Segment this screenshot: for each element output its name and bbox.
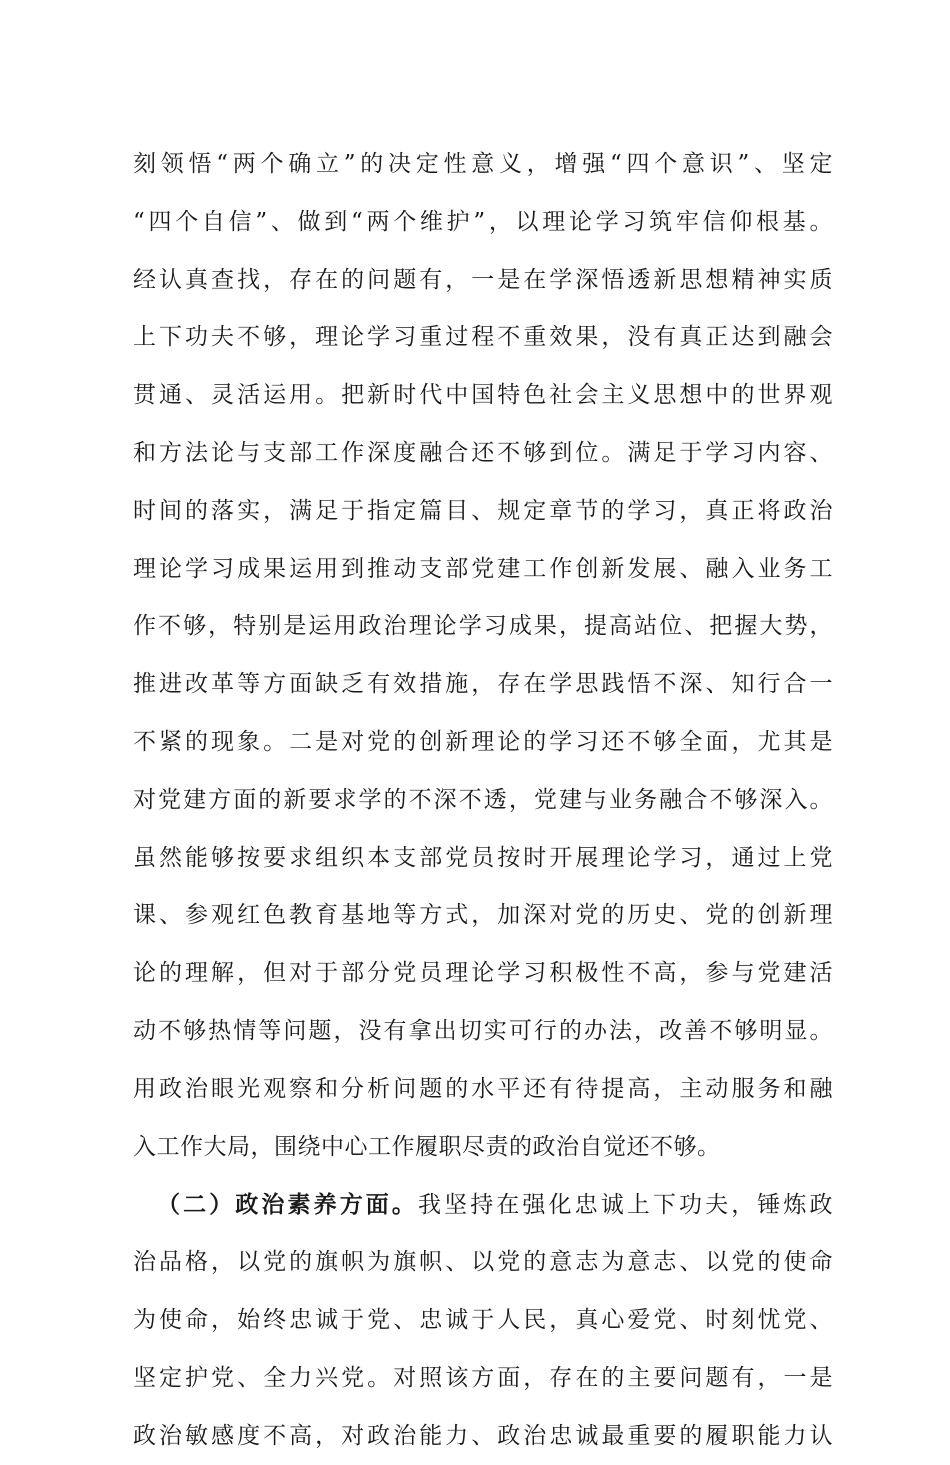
text-line: 理论学习成果运用到推动支部党建工作创新发展、融入业务工 <box>133 555 833 582</box>
text-line: 作不够，特别是运用政治理论学习成果，提高站位、把握大势， <box>133 613 833 640</box>
text-line: 政治敏感度不高，对政治能力、政治忠诚最重要的履职能力认 <box>133 1422 833 1449</box>
text-line: 经认真查找，存在的问题有，一是在学深悟透新思想精神实质 <box>133 266 833 293</box>
text-line: 动不够热情等问题，没有拿出切实可行的办法，改善不够明显。 <box>133 1017 833 1044</box>
text-line: 坚定护党、全力兴党。对照该方面，存在的主要问题有，一是 <box>133 1364 833 1391</box>
text-line: 论的理解，但对于部分党员理论学习积极性不高，参与党建活 <box>133 960 833 987</box>
text-line: 对党建方面的新要求学的不深不透，党建与业务融合不够深入。 <box>133 786 833 813</box>
paragraph-2 <box>133 1176 833 1465</box>
section-first-line-text: 我坚持在强化忠诚上下功夫，锤炼政 <box>418 1192 834 1219</box>
text-line: 课、参观红色教育基地等方式，加深对党的历史、党的创新理 <box>133 902 833 929</box>
text-line: 用政治眼光观察和分析问题的水平还有待提高，主动服务和融 <box>133 1075 833 1102</box>
text-line: 时间的落实，满足于指定篇目、规定章节的学习，真正将政治 <box>133 497 833 524</box>
text-line-first <box>133 1176 833 1234</box>
section-heading: （二）政治素养方面。 <box>157 1191 418 1219</box>
text-line: 上下功夫不够，理论学习重过程不重效果，没有真正达到融会 <box>133 324 833 351</box>
text-line: 虽然能够按要求组织本支部党员按时开展理论学习，通过上党 <box>133 844 833 871</box>
text-line: 为使命，始终忠诚于党、忠诚于人民，真心爱党、时刻忧党、 <box>133 1306 833 1333</box>
text-line: 入工作大局，围绕中心工作履职尽责的政治自觉还不够。 <box>133 1133 721 1160</box>
text-line: 贯通、灵活运用。把新时代中国特色社会主义思想中的世界观 <box>133 382 833 409</box>
text-line: 治品格，以党的旗帜为旗帜、以党的意志为意志、以党的使命 <box>133 1249 833 1276</box>
text-line: 和方法论与支部工作深度融合还不够到位。满足于学习内容、 <box>133 439 833 466</box>
paragraph-1 <box>133 136 833 1176</box>
document-body <box>133 136 833 1465</box>
text-line: 不紧的现象。二是对党的创新理论的学习还不够全面，尤其是 <box>133 728 833 755</box>
text-line: 推进改革等方面缺乏有效措施，存在学思践悟不深、知行合一 <box>133 671 833 698</box>
text-line: “四个自信”、做到“两个维护”，以理论学习筑牢信仰根基。 <box>133 208 833 235</box>
text-line: 刻领悟“两个确立”的决定性意义，增强“四个意识”、坚定 <box>133 151 833 177</box>
